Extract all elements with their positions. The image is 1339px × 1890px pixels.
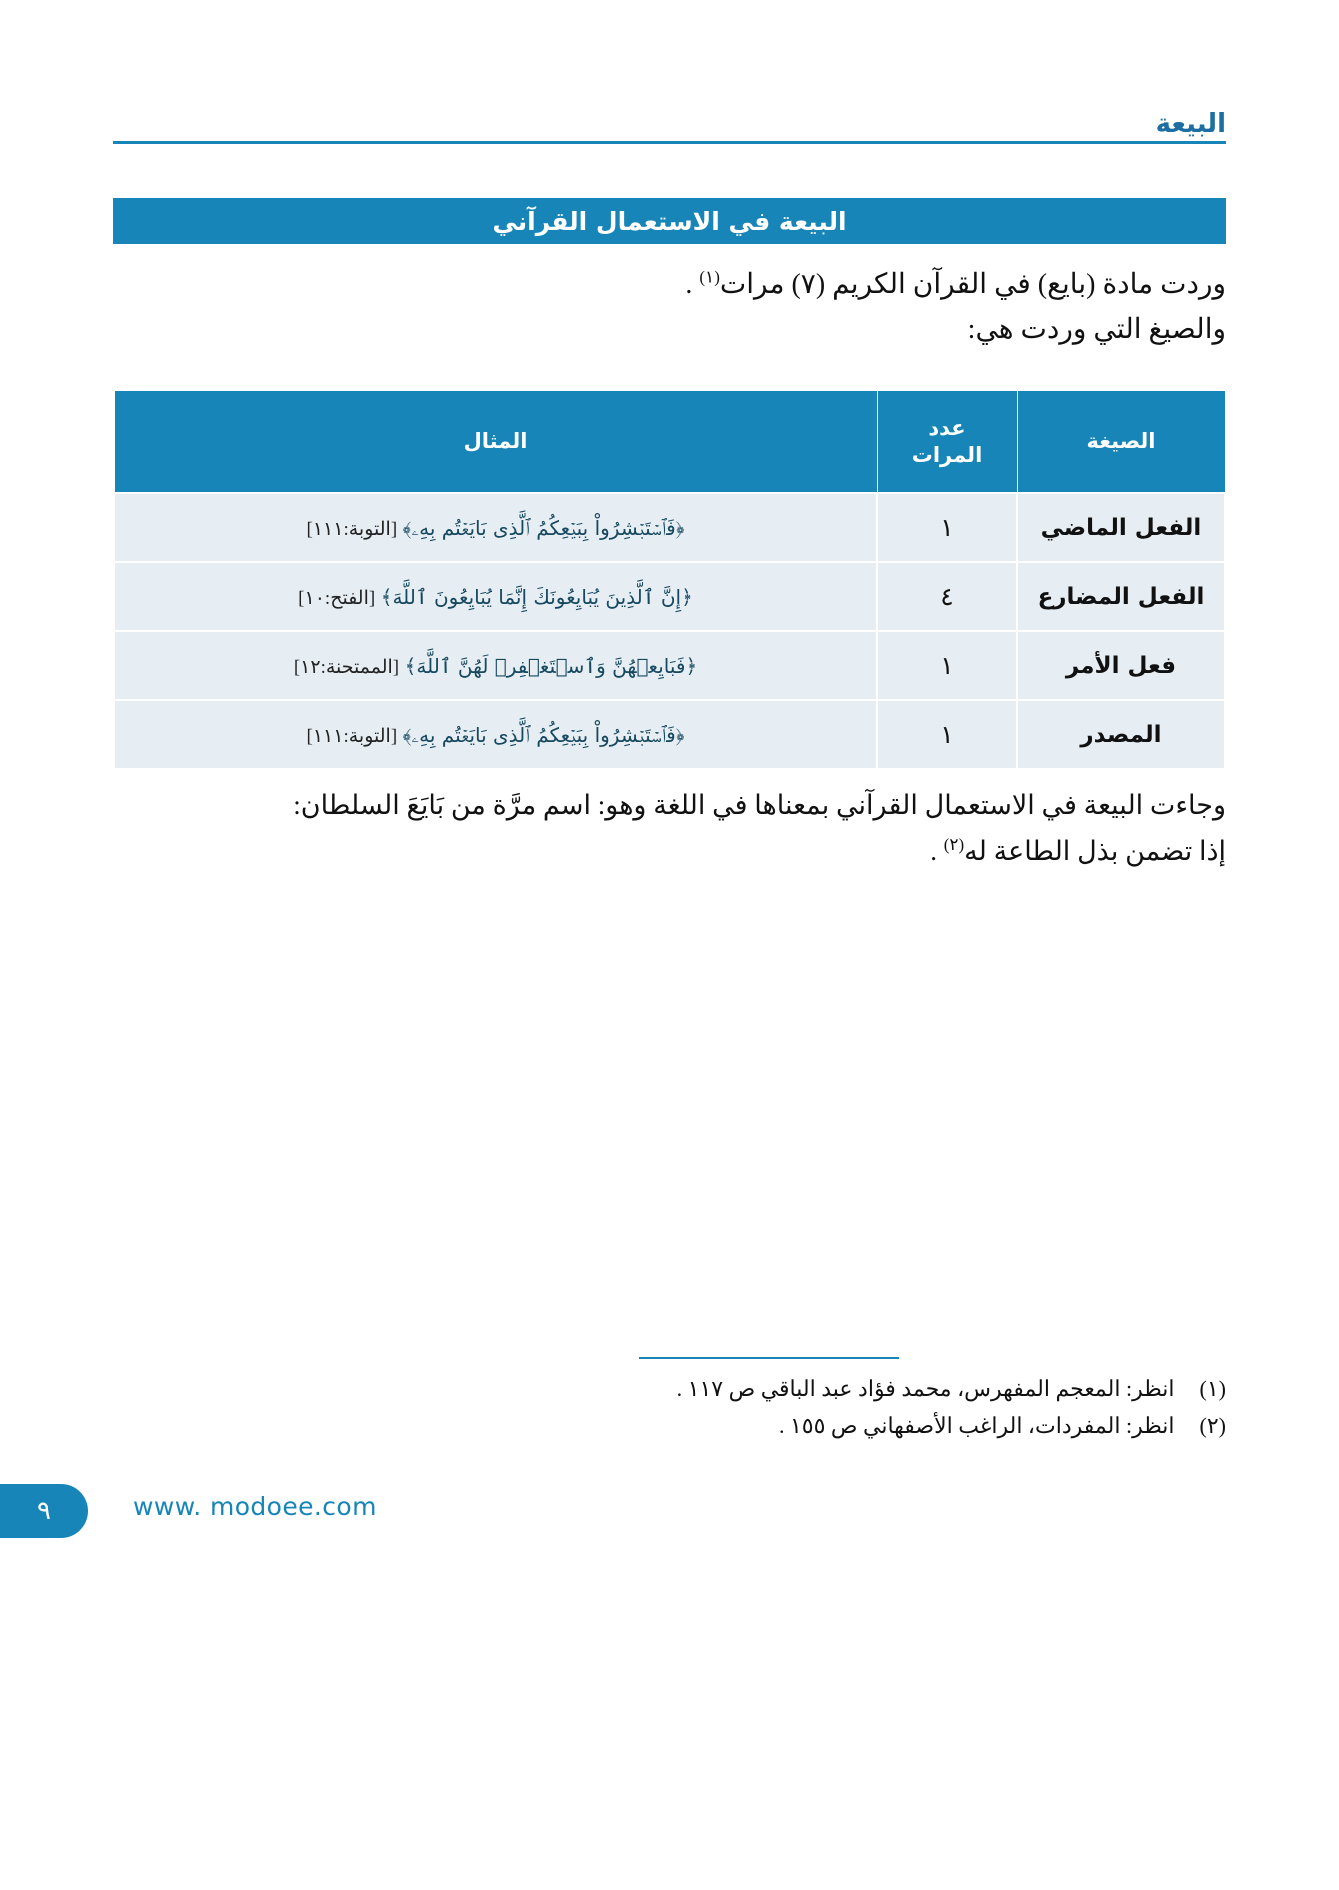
table-row [114, 562, 1225, 631]
site-url[interactable]: www. modoee.com [133, 1492, 377, 1521]
ayah-text: ﴿إِنَّ ٱلَّذِينَ يُبَايِعُونَكَ إِنَّمَا يُبَايِعُونَ ٱللَّهَ﴾ [380, 584, 693, 609]
cell-sigha: فعل الأمر [1017, 631, 1225, 700]
ayah-reference: [الفتح:١٠] [298, 587, 376, 609]
body-paragraph [113, 782, 1226, 875]
ayah-reference: [الممتحنة:١٢] [293, 656, 400, 678]
forms-table-wrapper [113, 390, 1226, 770]
footnote-marker-2: (٢) [943, 835, 965, 855]
cell-count: ١ [877, 493, 1017, 562]
page-header [113, 96, 1226, 144]
body-line-2: إذا تضمن بذل الطاعة له [964, 836, 1226, 867]
footnote-number: (٢) [1199, 1413, 1226, 1439]
header-divider [113, 141, 1226, 144]
section-banner [113, 198, 1226, 244]
cell-sigha: المصدر [1017, 700, 1225, 769]
footnote-text: انظر: المفردات، الراغب الأصفهاني ص ١٥٥ . [778, 1413, 1175, 1439]
column-header-count-line-2: المرات [911, 442, 983, 467]
body-line-2-end: . [930, 836, 944, 867]
table-row [114, 631, 1225, 700]
forms-table [113, 390, 1226, 770]
page-number: ٩ [37, 1496, 51, 1526]
section-title: البيعة في الاستعمال القرآني [492, 206, 847, 236]
body-line-1: وجاءت البيعة في الاستعمال القرآني بمعناها في اللغة وهو: اسم مرَّة من بَايَعَ السلطان: [293, 790, 1226, 820]
intro-line-1: وردت مادة (بايع) في القرآن الكريم (٧) مرات [719, 269, 1226, 300]
footnote-item [113, 1407, 1226, 1444]
cell-count: ٤ [877, 562, 1017, 631]
column-header-count [877, 391, 1017, 494]
column-header-count-line-1: عدد [928, 416, 966, 441]
cell-sigha: الفعل الماضي [1017, 493, 1225, 562]
cell-example [114, 700, 877, 769]
column-header-sigha: الصيغة [1017, 391, 1225, 494]
intro-line-2: والصيغ التي وردت هي: [967, 314, 1226, 346]
cell-example [114, 562, 877, 631]
intro-line-1-end: . [685, 269, 700, 300]
cell-count: ١ [877, 631, 1017, 700]
table-header-row [114, 391, 1225, 494]
cell-example [114, 493, 877, 562]
chapter-title: البيعة [1155, 109, 1226, 139]
ayah-reference: [التوبة:١١١] [306, 518, 398, 540]
footnotes-block [113, 1370, 1226, 1445]
table-row [114, 700, 1225, 769]
cell-sigha: الفعل المضارع [1017, 562, 1225, 631]
cell-count: ١ [877, 700, 1017, 769]
ayah-text: ﴿فَبَايِعۡهُنَّ وَٱسۡتَغۡفِرۡ لَهُنَّ ٱللَّهَ﴾ [404, 653, 698, 678]
column-header-example: المثال [114, 391, 877, 494]
body-line-2-wrap [113, 828, 1226, 874]
ayah-reference: [التوبة:١١١] [306, 725, 398, 747]
footnote-marker-1: (١) [699, 267, 720, 287]
footnote-text: انظر: المعجم المفهرس، محمد فؤاد عبد الباقي ص ١١٧ . [676, 1376, 1175, 1401]
ayah-text: ﴿فَٱسۡتَبۡشِرُواْ بِبَيۡعِكُمُ ٱلَّذِى بَايَعۡتُم بِهِۦ﴾ [402, 515, 685, 540]
table-row [114, 493, 1225, 562]
cell-example [114, 631, 877, 700]
footnote-divider [639, 1357, 899, 1359]
page-number-badge [0, 1484, 88, 1538]
ayah-text: ﴿فَٱسۡتَبۡشِرُواْ بِبَيۡعِكُمُ ٱلَّذِى بَايَعۡتُم بِهِۦ﴾ [402, 722, 685, 747]
footnote-number: (١) [1199, 1376, 1226, 1401]
intro-paragraph [113, 262, 1226, 353]
footnote-item [113, 1370, 1226, 1407]
